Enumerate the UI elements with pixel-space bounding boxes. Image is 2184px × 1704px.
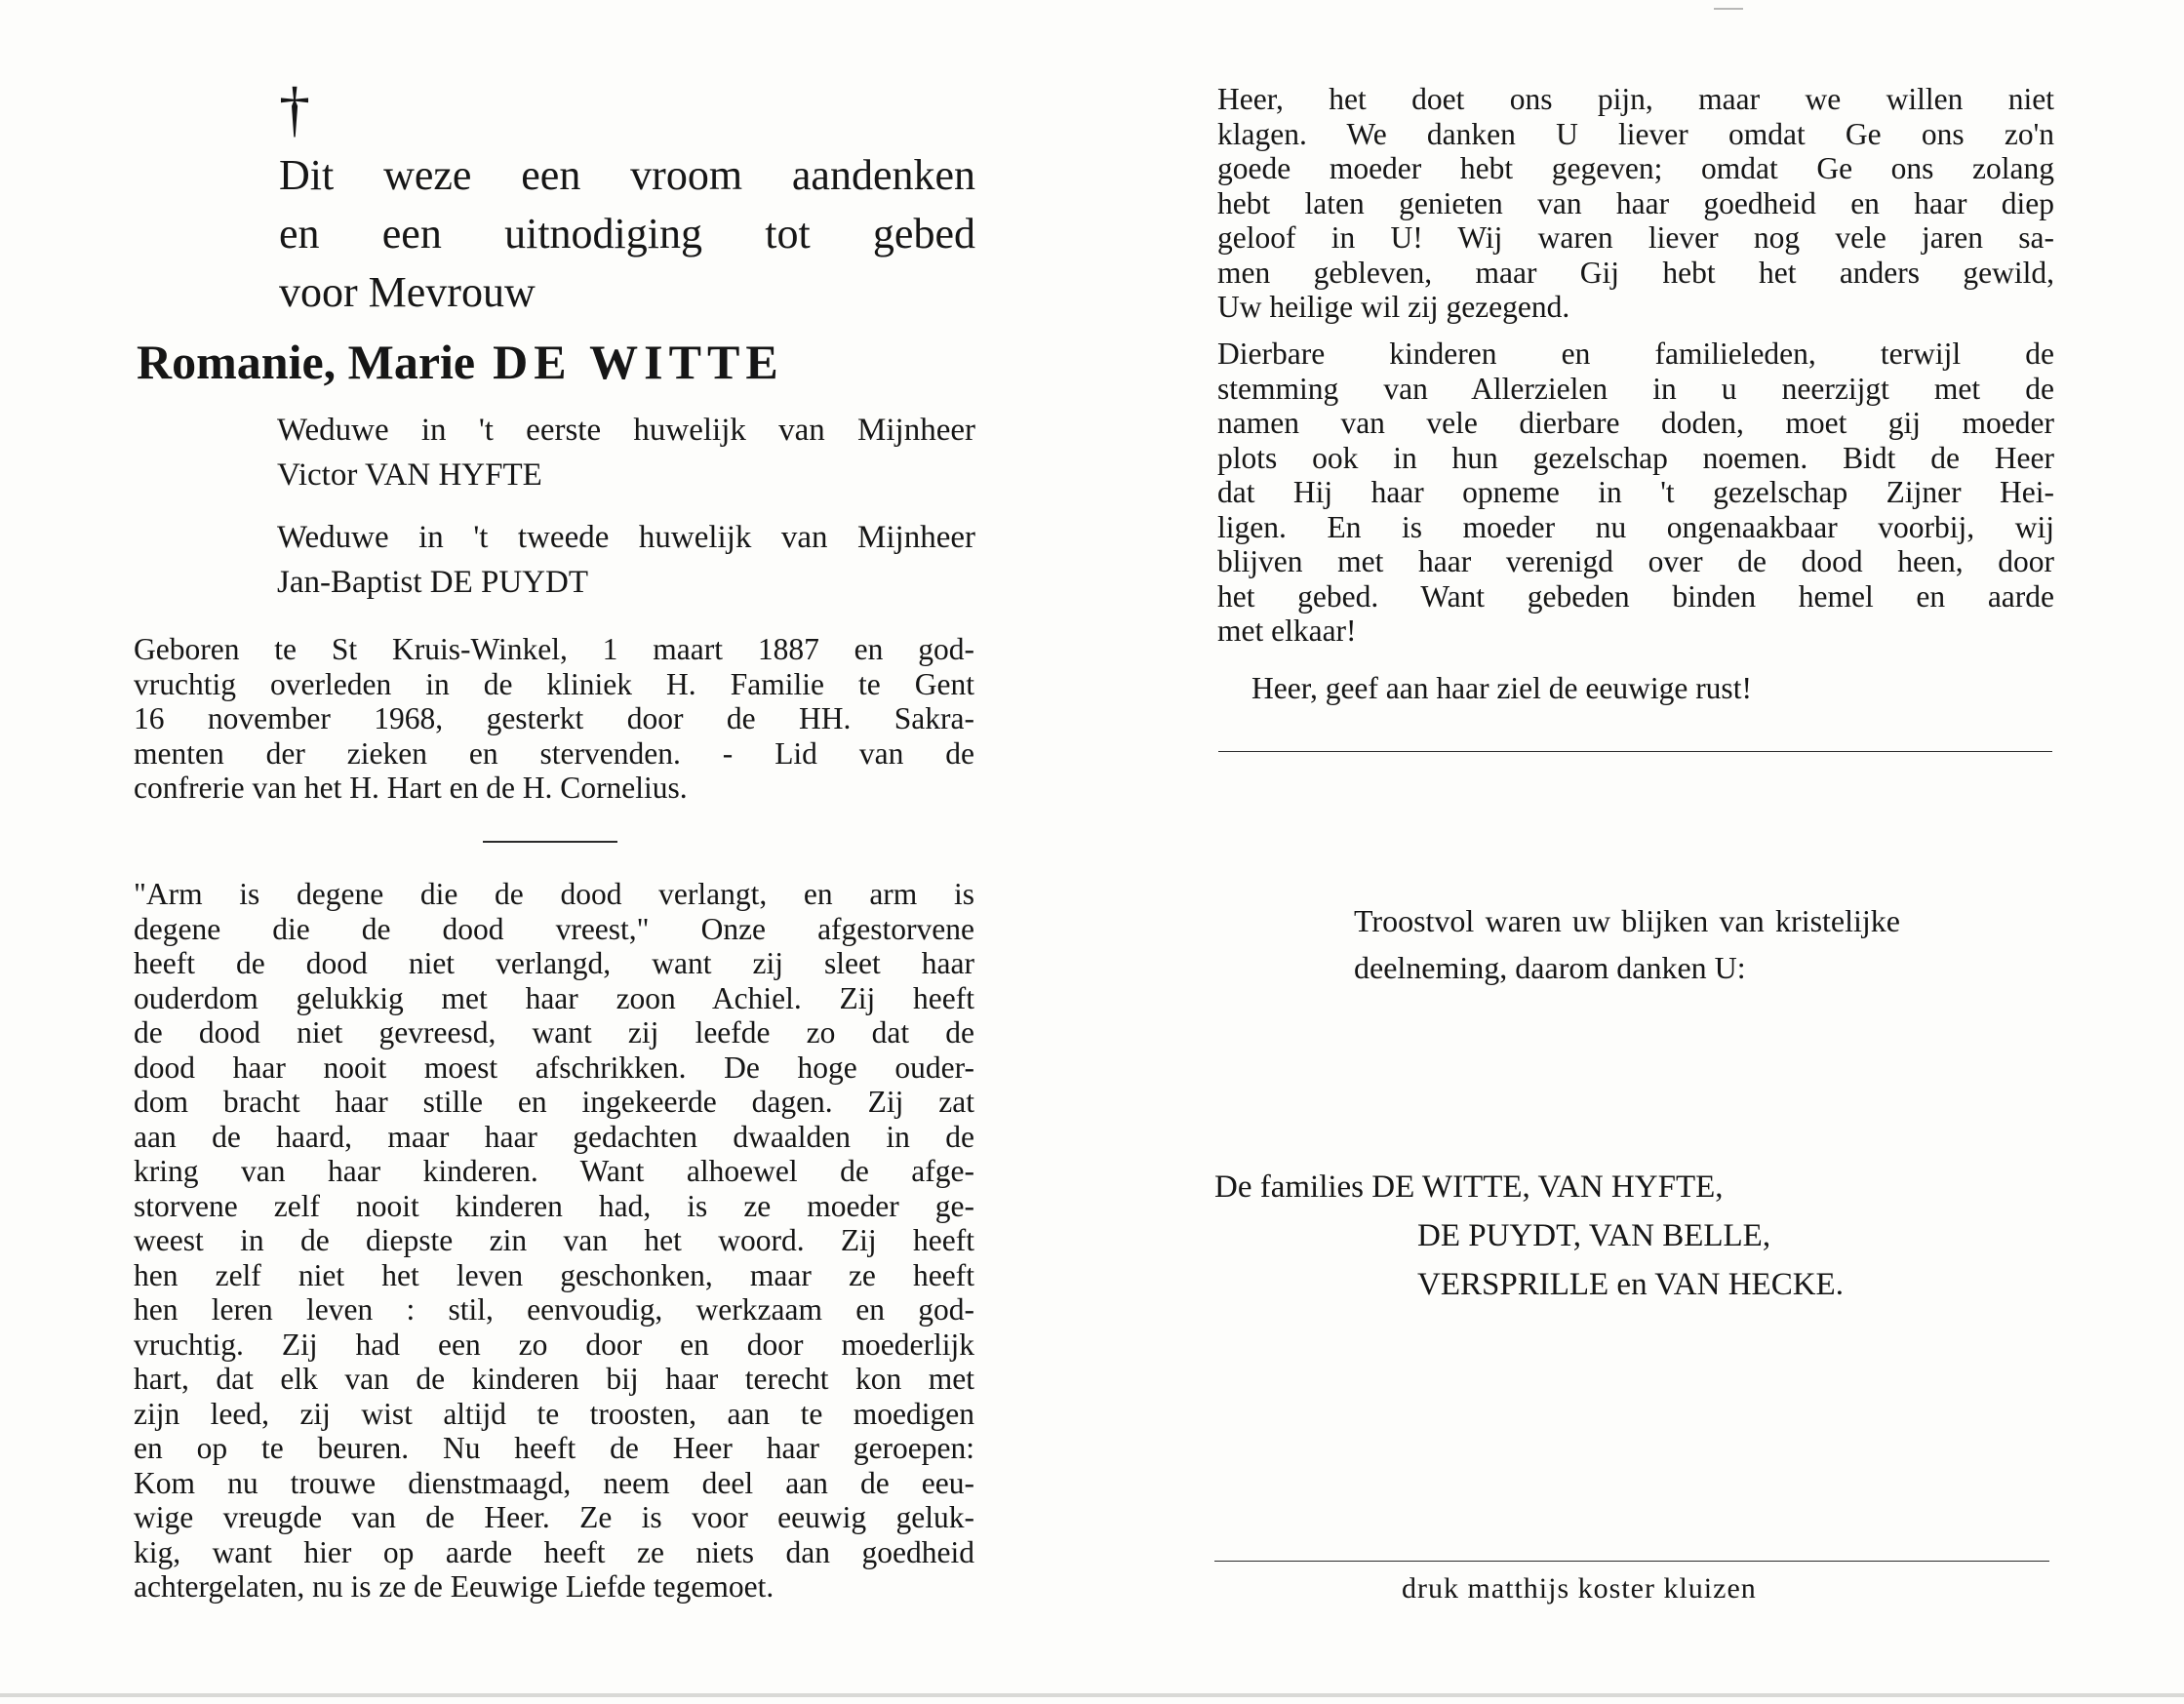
birth-death-paragraph [134,632,974,806]
printer-credit: druk matthijs koster kluizen [1402,1572,1757,1605]
prayer-line: stemming van Allerzielen in u neerzijgt met de [1217,371,2054,406]
prayer-line: ligen. En is moeder nu ongenaakbaar voorbij, wij [1217,509,2054,544]
prayer-line: klagen. We danken U liever omdat Ge ons zo'n [1217,116,2054,151]
intro-line: en een uitnodiging tot gebed [279,210,975,258]
deceased-given-names: Romanie, Marie [137,335,476,389]
memorial-paragraph [134,877,974,1605]
prayer-line: hebt laten genieten van haar goedheid en haar diep [1217,185,2054,220]
deceased-name [137,334,784,390]
memorial-line: "Arm is degene die de dood verlangt, en arm is [134,877,974,911]
memorial-line: zijn leed, zij wist altijd te troosten, aan te moedigen [134,1396,974,1431]
thanks-line: Troostvol waren uw blijken van kristelijke [1354,903,1900,938]
memorial-line: storvene zelf nooit kinderen had, is ze moeder ge- [134,1188,974,1223]
cross-icon: † [279,74,310,143]
memorial-line: hart, dat elk van de kinderen bij haar terecht kon met [134,1362,974,1396]
prayer-line: plots ook in hun gezelschap noemen. Bidt de Heer [1217,440,2054,475]
marriage-line: Victor VAN HYFTE [277,457,542,493]
memorial-line: kig, want hier op aarde heeft ze niets dan goedheid [134,1534,974,1569]
birth-line: vruchtig overleden in de kliniek H. Familie te Gent [134,666,974,701]
memorial-line: hen zelf niet het leven geschonken, maar ze heeft [134,1257,974,1292]
memorial-line: vruchtig. Zij had een zo door en door moederlijk [134,1327,974,1362]
intro-line: voor Mevrouw [279,268,536,316]
prayer-line: met elkaar! [1217,614,1357,648]
prayer-line: dat Hij haar opneme in 't gezelschap Zijner Hei- [1217,475,2054,509]
families-prefix: De families [1214,1169,1365,1205]
memorial-line: weest in de diepste zin van het woord. Zij heeft [134,1223,974,1257]
prayer-line: goede moeder hebt gegeven; omdat Ge ons zolang [1217,151,2054,185]
second-marriage [277,515,975,605]
memorial-line: Kom nu trouwe dienstmaagd, neem deel aan de eeu- [134,1465,974,1500]
memorial-line: ouderdom gelukkig met haar zoon Achiel. Zij heeft [134,980,974,1015]
prayer-line: men gebleven, maar Gij hebt het anders gewild, [1217,255,2054,290]
memorial-line: dood haar nooit moest afschrikken. De hoge ouder- [134,1050,974,1085]
separator-rule [1214,1561,2049,1562]
memorial-line: aan de haard, maar haar gedachten dwaalden in de [134,1119,974,1154]
prayer-line: Heer, het doet ons pijn, maar we willen niet [1217,82,2054,116]
memorial-line: achtergelaten, nu is ze de Eeuwige Liefde tegemoet. [134,1569,774,1604]
thanks-text [1354,897,1900,991]
prayer-paragraph-1 [1217,82,2054,325]
families-line: DE WITTE, VAN HYFTE, [1371,1169,1724,1205]
memorial-line: heeft de dood niet verlangd, want zij sleet haar [134,946,974,980]
birth-line: menten der zieken en stervenden. - Lid van de [134,735,974,771]
prayer-line: Uw heilige wil zij gezegend. [1217,290,1570,324]
memorial-line: dom bracht haar stille en ingekeerde dagen. Zij zat [134,1085,974,1119]
deceased-surname: DE WITTE [493,335,784,389]
families-block [1214,1163,1844,1309]
final-prayer [1251,671,2051,706]
paper-speck [1714,8,1743,10]
marriage-line: Weduwe in 't tweede huwelijk van Mijnheer [277,520,975,555]
intro-line: Dit weze een vroom aandenken [279,151,975,199]
birth-line: 16 november 1968, gesterkt door de HH. Sakra- [134,701,974,735]
prayer-paragraph-2 [1217,337,2054,649]
prayer-line: namen van vele dierbare doden, moet gij moeder [1217,406,2054,440]
memorial-line: kring van haar kinderen. Want alhoewel de afge- [134,1154,974,1188]
families-line: DE PUYDT, VAN BELLE, [1417,1218,1771,1253]
marriage-line: Weduwe in 't eerste huwelijk van Mijnheer [277,413,975,448]
marriage-line: Jan-Baptist DE PUYDT [277,565,588,600]
memorial-line: en op te beuren. Nu heeft de Heer haar geroepen: [134,1431,974,1465]
prayer-line: het gebed. Want gebeden binden hemel en aarde [1217,578,2054,614]
final-prayer-line: Heer, geef aan haar ziel de eeuwige rust! [1251,671,1752,705]
first-marriage [277,408,975,497]
intro-text [279,146,975,322]
prayer-line: blijven met haar verenigd over de dood heen, door [1217,544,2054,578]
prayer-line: Dierbare kinderen en familieleden, terwijl de [1217,337,2054,371]
memorial-line: degene die de dood vreest," Onze afgestorvene [134,911,974,946]
memorial-line: de dood niet gevreesd, want zij leefde zo dat de [134,1015,974,1050]
families-line: VERSPRILLE en VAN HECKE. [1417,1267,1844,1302]
separator-rule [1218,751,2052,752]
separator-rule [483,841,617,843]
birth-line: confrerie van het H. Hart en de H. Cornelius. [134,771,688,805]
thanks-line: deelneming, daarom danken U: [1354,950,1746,985]
birth-line: Geboren te St Kruis-Winkel, 1 maart 1887 en god- [134,632,974,666]
card-bottom-edge [0,1693,2184,1697]
prayer-line: geloof in U! Wij waren liever nog vele jaren sa- [1217,220,2054,255]
memorial-line: hen leren leven : stil, eenvoudig, werkzaam en god- [134,1292,974,1327]
memorial-line: wige vreugde van de Heer. Ze is voor eeuwig geluk- [134,1500,974,1534]
